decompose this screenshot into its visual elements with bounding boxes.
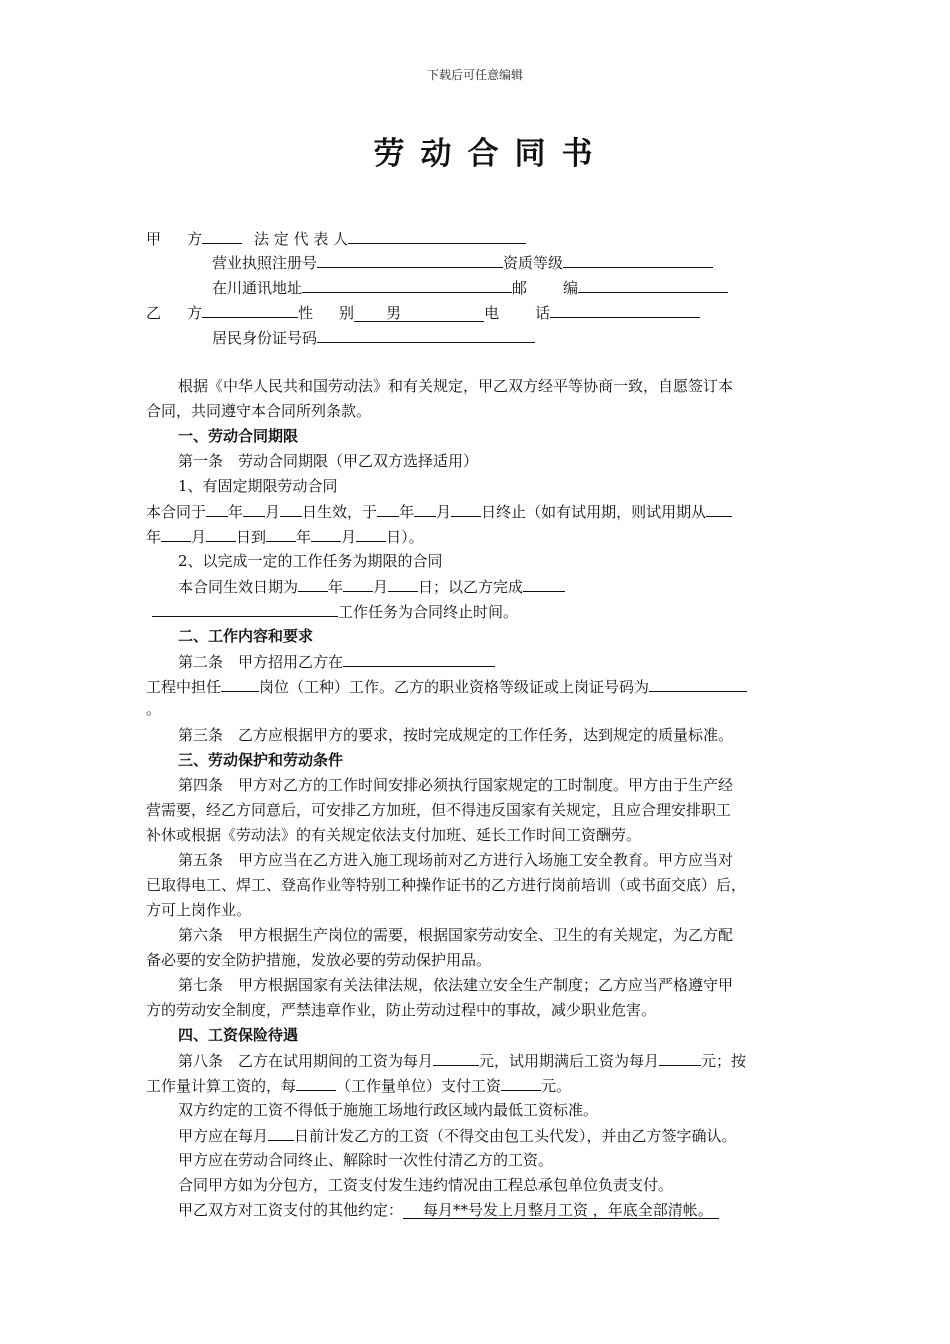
work-unit-field[interactable] <box>296 1074 336 1091</box>
article-3: 第三条 乙方应根据甲方的要求，按时完成规定的工作任务，达到规定的质量标准。 <box>178 726 734 744</box>
legal-rep-field[interactable] <box>348 227 526 244</box>
qualification-field[interactable] <box>563 251 713 268</box>
task-day-field[interactable] <box>388 575 418 592</box>
section-2-heading: 二、工作内容和要求 <box>178 627 314 645</box>
start-day-field[interactable] <box>280 500 302 517</box>
trial-end-year-field[interactable] <box>266 525 296 542</box>
article-6-line-2: 备必要的安全防护措施，发放必要的劳动保护用品。 <box>146 951 492 969</box>
end-year-field[interactable] <box>377 500 399 517</box>
unit-wage-field[interactable] <box>501 1074 541 1091</box>
article-5-line-2: 已取得电工、焊工、登高作业等特别工种操作证书的乙方进行岗前培训（或书面交底）后， <box>146 876 747 894</box>
address-row: 在川通讯地址 邮 编 <box>212 276 728 299</box>
postcode-field[interactable] <box>578 276 728 293</box>
document-title: 劳动合同书 <box>373 136 609 172</box>
article-7-line-2: 方的劳动安全制度，严禁违章作业，防止劳动过程中的事故，减少职业危害。 <box>146 1001 657 1019</box>
section-1-heading: 一、劳动合同期限 <box>178 427 299 445</box>
other-agreement-clause: 甲乙双方对工资支付的其他约定： 每月**号发上月整月工资 ，年底全部清帐。 <box>178 1199 719 1221</box>
intro-line-1: 根据《中华人民共和国劳动法》和有关规定，甲乙双方经平等协商一致，自愿签订本 <box>178 377 734 395</box>
pay-day-clause: 甲方应在每月 日前计发乙方的工资（不得交由包工头代发），并由乙方签字确认。 <box>178 1124 737 1147</box>
article-1-item-2: 2、以完成一定的工作任务为期限的合同 <box>178 552 443 570</box>
article-2-line-1: 第二条 甲方招用乙方在 <box>178 650 495 673</box>
article-5-line-3: 方可上岗作业。 <box>146 901 252 919</box>
party-b-field[interactable] <box>202 301 298 318</box>
license-row: 营业执照注册号 资质等级 <box>212 251 713 274</box>
task-year-field[interactable] <box>298 575 328 592</box>
article-2-line-2: 工程中担任 岗位（工种）工作。乙方的职业资格等级证或上岗证号码为 <box>146 675 747 698</box>
section-3-heading: 三、劳动保护和劳动条件 <box>178 751 344 769</box>
pay-day-field[interactable] <box>268 1124 294 1141</box>
task-field-a[interactable] <box>523 575 565 592</box>
min-wage-clause: 双方约定的工资不得低于施施工场地行政区域内最低工资标准。 <box>178 1101 599 1119</box>
gender-field[interactable]: 男 <box>354 305 484 322</box>
position-field[interactable] <box>221 675 259 692</box>
trial-end-month-field[interactable] <box>311 525 341 542</box>
article-5-line-1: 第五条 甲方应当在乙方进入施工现场前对乙方进行入场施工安全教育。甲方应当对 <box>178 851 734 869</box>
article-1-item-1-dates: 本合同于 年 月 日生效，于 年 月 日终止（如有试用期，则试用期从 <box>146 500 732 523</box>
trial-wage-field[interactable] <box>433 1049 479 1066</box>
task-field-b[interactable] <box>152 600 338 617</box>
license-field[interactable] <box>317 251 503 268</box>
article-7-line-1: 第七条 甲方根据国家有关法律法规，依法建立安全生产制度；乙方应当严格遵守甲 <box>178 976 734 994</box>
trial-start-day-field[interactable] <box>206 525 236 542</box>
subcontract-clause: 合同甲方如为分包方，工资支付发生违约情况由工程总承包单位负责支付。 <box>178 1176 674 1194</box>
trial-start-year-field[interactable] <box>706 500 732 517</box>
trial-end-day-field[interactable] <box>356 525 386 542</box>
task-month-field[interactable] <box>343 575 373 592</box>
party-a-row: 甲 方 法 定 代 表 人 <box>146 227 526 250</box>
address-field[interactable] <box>302 276 512 293</box>
article-1: 第一条 劳动合同期限（甲乙双方选择适用） <box>178 452 479 470</box>
party-a-field[interactable] <box>202 227 242 244</box>
header-note: 下载后可任意编辑 <box>426 68 523 82</box>
project-field[interactable] <box>343 650 495 667</box>
certificate-field[interactable] <box>649 675 747 692</box>
article-1-trial-dates: 年 月 日到 年 月 日）。 <box>146 525 424 548</box>
article-8-line-2: 工作量计算工资的，每 （工作量单位）支付工资 元。 <box>146 1074 571 1097</box>
article-1-item-2-dates: 本合同生效日期为 年 月 日；以乙方完成 <box>178 575 565 598</box>
other-agreement-field[interactable]: 每月**号发上月整月工资 ，年底全部清帐。 <box>403 1202 719 1219</box>
phone-field[interactable] <box>550 301 700 318</box>
start-year-field[interactable] <box>206 500 228 517</box>
final-pay-clause: 甲方应在劳动合同终止、解除时一次性付清乙方的工资。 <box>178 1151 554 1169</box>
article-4-line-1: 第四条 甲方对乙方的工作时间安排必须执行国家规定的工时制度。甲方由于生产经 <box>178 776 734 794</box>
article-4-line-2: 营需要，经乙方同意后，可安排乙方加班，但不得违反国家有关规定，且应合理安排职工 <box>146 801 732 819</box>
article-2-line-3: 。 <box>146 700 162 718</box>
article-8-line-1: 第八条 乙方在试用期间的工资为每月 元，试用期满后工资为每月 元；按 <box>178 1049 746 1072</box>
end-month-field[interactable] <box>414 500 436 517</box>
end-day-field[interactable] <box>451 500 481 517</box>
party-b-row: 乙 方 性 别 男 电 话 <box>146 301 700 324</box>
intro-line-2: 合同，共同遵守本合同所列条款。 <box>146 402 372 420</box>
article-1-item-1: 1、有固定期限劳动合同 <box>178 477 338 495</box>
id-row: 居民身份证号码 <box>212 326 535 349</box>
article-4-line-3: 补休或根据《劳动法》的有关规定依法支付加班、延长工作时间工资酬劳。 <box>146 826 642 844</box>
article-1-item-2-task: 工作任务为合同终止时间。 <box>152 600 518 623</box>
id-field[interactable] <box>317 326 535 343</box>
trial-start-month-field[interactable] <box>161 525 191 542</box>
regular-wage-field[interactable] <box>659 1049 701 1066</box>
start-month-field[interactable] <box>243 500 265 517</box>
article-6-line-1: 第六条 甲方根据生产岗位的需要，根据国家劳动安全、卫生的有关规定，为乙方配 <box>178 926 734 944</box>
section-4-heading: 四、工资保险待遇 <box>178 1026 299 1044</box>
